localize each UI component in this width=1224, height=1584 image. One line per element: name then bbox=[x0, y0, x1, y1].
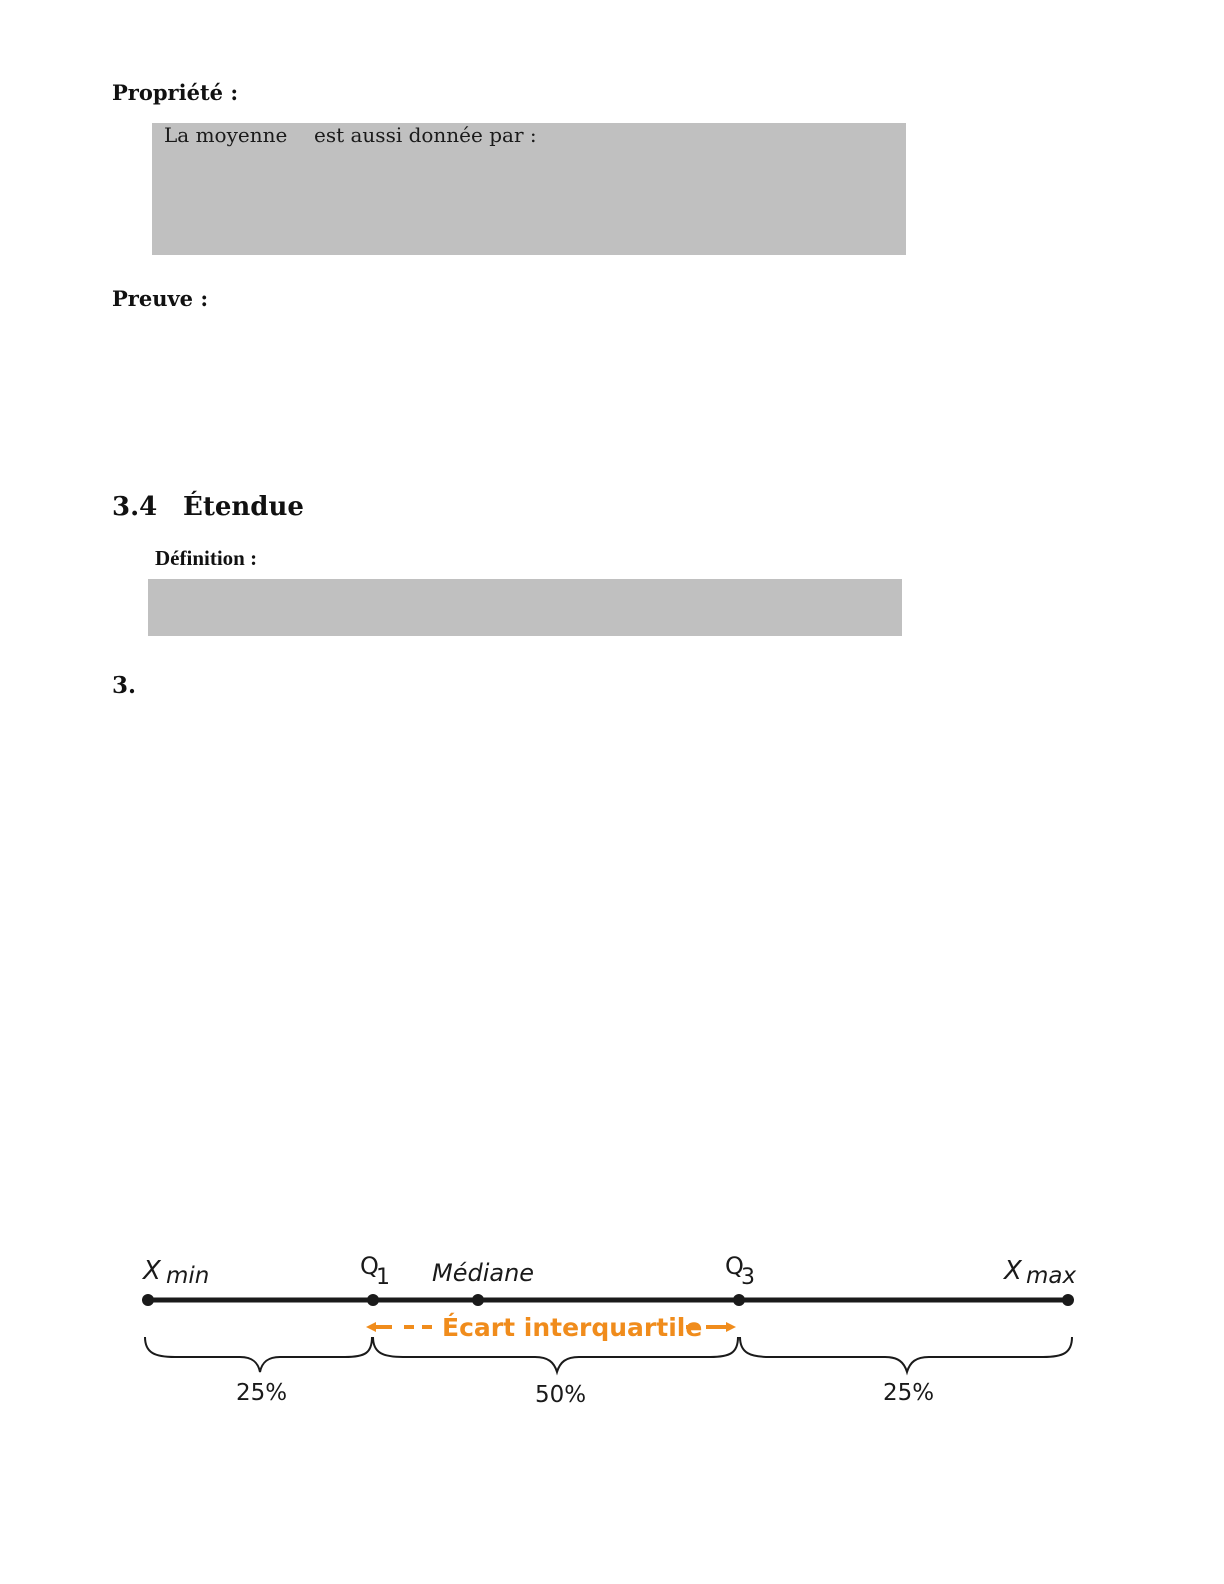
propriete-box bbox=[152, 123, 906, 255]
definition-box bbox=[148, 579, 902, 636]
definition-heading: Définition : bbox=[155, 546, 258, 570]
item-3-label: 3. bbox=[112, 672, 137, 699]
median-point bbox=[472, 1294, 484, 1306]
q1-letter: Q bbox=[360, 1252, 379, 1280]
x-min-letter: X bbox=[143, 1256, 161, 1286]
pct-left: 25% bbox=[236, 1380, 288, 1406]
section-number: 3.4 bbox=[112, 492, 158, 522]
q1-point bbox=[367, 1294, 379, 1306]
pct-right: 25% bbox=[883, 1380, 935, 1406]
preuve-heading: Preuve : bbox=[112, 286, 209, 311]
propriete-text-part2: est aussi donnée par : bbox=[314, 123, 537, 147]
x-min-sub: min bbox=[166, 1263, 210, 1289]
x-max-point bbox=[1062, 1294, 1074, 1306]
x-min-point bbox=[142, 1294, 154, 1306]
q1-sub: 1 bbox=[376, 1265, 390, 1290]
q3-sub: 3 bbox=[741, 1265, 755, 1290]
x-max-letter: X bbox=[1004, 1256, 1022, 1286]
propriete-text-part1: La moyenne bbox=[164, 123, 288, 147]
right-brace bbox=[740, 1337, 1072, 1372]
propriete-heading: Propriété : bbox=[112, 80, 239, 105]
x-max-sub: max bbox=[1026, 1263, 1077, 1289]
q3-point bbox=[733, 1294, 745, 1306]
mediane-label: Médiane bbox=[432, 1259, 535, 1287]
q3-letter: Q bbox=[725, 1252, 744, 1280]
ecart-label: Écart interquartile bbox=[442, 1313, 703, 1342]
left-brace bbox=[145, 1337, 372, 1372]
section-title: Étendue bbox=[183, 492, 304, 522]
pct-middle: 50% bbox=[535, 1382, 587, 1408]
quartile-diagram bbox=[0, 1230, 1224, 1430]
middle-brace bbox=[373, 1337, 738, 1372]
